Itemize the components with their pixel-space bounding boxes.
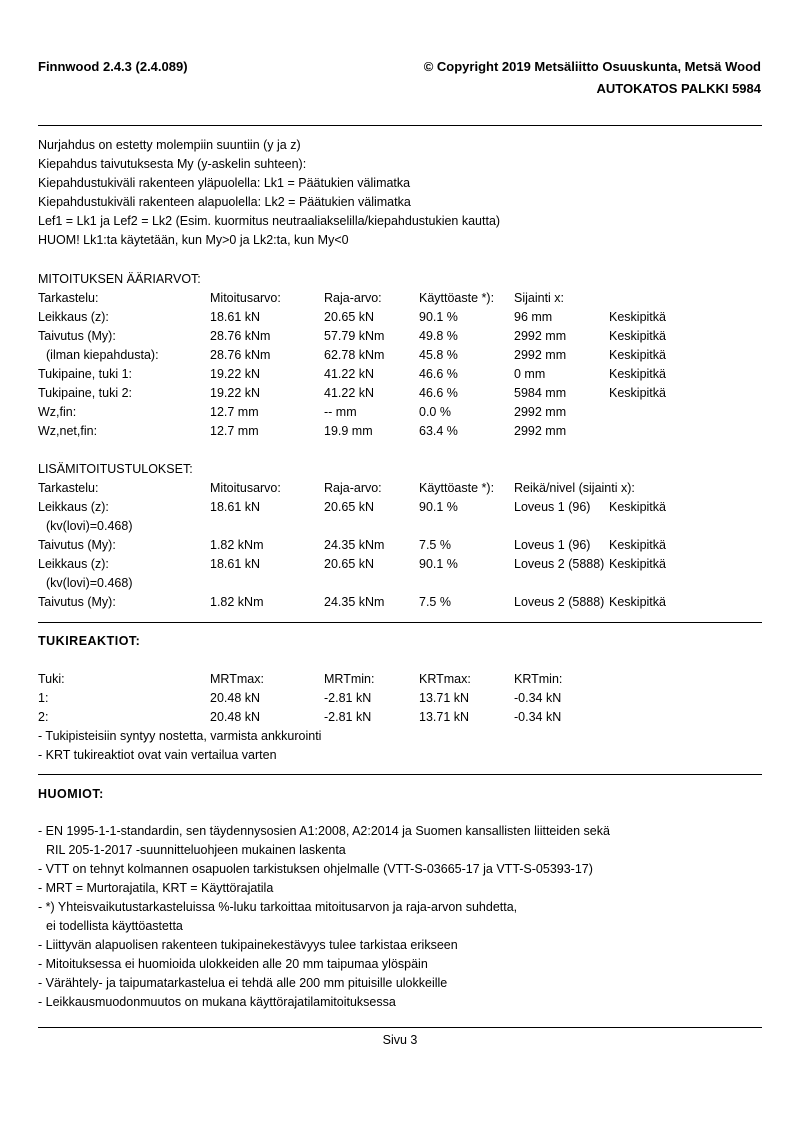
cell: Keskipitkä [609,386,666,400]
cell: 46.6 % [419,386,458,400]
reactions-header-row [38,670,762,689]
col-header: Sijainti x: [514,291,565,305]
col-header: KRTmin: [514,672,563,686]
remark-line: - MRT = Murtorajatila, KRT = Käyttörajatila [38,881,274,895]
cell: Keskipitkä [609,500,666,514]
cell: 2992 mm [514,329,567,343]
design-section-title: MITOITUKSEN ÄÄRIARVOT: [38,272,201,286]
cell: 49.8 % [419,329,458,343]
remarks-section-title: HUOMIOT: [38,787,104,801]
design-header-row [38,289,762,308]
cell: 18.61 kN [210,310,261,324]
cell: Keskipitkä [609,367,666,381]
cell: 46.6 % [419,367,458,381]
extra-section-title: LISÄMITOITUSTULOKSET: [38,462,193,476]
table-row [38,327,762,346]
cell: 20.65 kN [324,500,375,514]
col-header: Tuki: [38,672,65,686]
table-row [38,365,762,384]
cell: 20.65 kN [324,557,375,571]
cell: Taivutus (My): [38,538,116,552]
intro-line: Lef1 = Lk1 ja Lef2 = Lk2 (Esim. kuormitus neutraaliakselilla/kiepahdustukien kautta) [38,214,501,228]
cell: 20.48 kN [210,691,261,705]
cell: Leikkaus (z): [38,557,109,571]
cell: 0 mm [514,367,546,381]
document-title: AUTOKATOS PALKKI 5984 [596,81,761,96]
cell: 1.82 kNm [210,595,264,609]
cell: 20.65 kN [324,310,375,324]
col-header: Reikä/nivel (sijainti x): [514,481,635,495]
intro-line: Kiepahdustukiväli rakenteen alapuolella: Lk2 = Päätukien välimatka [38,195,411,209]
table-row [38,593,762,612]
cell: Keskipitkä [609,348,666,362]
intro-line: Kiepahdus taivutuksesta My (y-askelin suhteen): [38,157,307,171]
copyright: © Copyright 2019 Metsäliitto Osuuskunta, Metsä Wood [423,59,761,74]
table-row [38,422,762,441]
cell: -0.34 kN [514,691,562,705]
cell: 28.76 kNm [210,348,271,362]
cell: 2992 mm [514,348,567,362]
cell: 45.8 % [419,348,458,362]
cell: 7.5 % [419,595,451,609]
app-version: Finnwood 2.4.3 (2.4.089) [38,59,188,74]
cell: (ilman kiepahdusta): [46,348,159,362]
cell: Taivutus (My): [38,329,116,343]
cell: 90.1 % [419,557,458,571]
cell: 2: [38,710,49,724]
cell: Keskipitkä [609,310,666,324]
cell: 2992 mm [514,405,567,419]
cell: 18.61 kN [210,557,261,571]
cell: Tukipaine, tuki 2: [38,386,133,400]
page-number: Sivu 3 [382,1033,418,1047]
table-row [38,384,762,403]
table-row [38,498,762,517]
remark-line: - EN 1995-1-1-standardin, sen täydennysosien A1:2008, A2:2014 ja Suomen kansallisten liitteiden sekä [38,824,610,838]
cell: 12.7 mm [210,405,259,419]
cell: 90.1 % [419,310,458,324]
col-header: Käyttöaste *): [419,481,495,495]
table-row [38,536,762,555]
cell: Tukipaine, tuki 1: [38,367,133,381]
table-row [38,346,762,365]
cell: Loveus 2 (5888) [514,595,605,609]
col-header: KRTmax: [419,672,471,686]
cell: 19.22 kN [210,367,261,381]
remark-line: - Leikkausmuodonmuutos on mukana käyttörajatilamitoituksessa [38,995,396,1009]
table-row [38,403,762,422]
intro-line: HUOM! Lk1:ta käytetään, kun My>0 ja Lk2:ta, kun My<0 [38,233,349,247]
cell: -2.81 kN [324,710,372,724]
cell: 63.4 % [419,424,458,438]
cell: 62.78 kNm [324,348,385,362]
table-row [38,555,762,574]
cell: Loveus 2 (5888) [514,557,605,571]
intro-line: Kiepahdustukiväli rakenteen yläpuolella: Lk1 = Päätukien välimatka [38,176,411,190]
cell: 18.61 kN [210,500,261,514]
cell: 1: [38,691,49,705]
cell: Keskipitkä [609,538,666,552]
cell: 57.79 kNm [324,329,385,343]
reaction-note: - KRT tukireaktiot ovat vain vertailua varten [38,748,277,762]
cell: -- mm [324,405,357,419]
cell: Wz,net,fin: [38,424,98,438]
cell: Keskipitkä [609,557,666,571]
cell: 41.22 kN [324,386,375,400]
cell: 7.5 % [419,538,451,552]
cell: Leikkaus (z): [38,500,109,514]
cell: -2.81 kN [324,691,372,705]
cell: 24.35 kNm [324,538,385,552]
cell: 90.1 % [419,500,458,514]
col-header: MRTmax: [210,672,264,686]
cell: 19.22 kN [210,386,261,400]
cell: Taivutus (My): [38,595,116,609]
cell: 28.76 kNm [210,329,271,343]
table-row [38,308,762,327]
cell: Wz,fin: [38,405,77,419]
divider [38,1027,762,1028]
col-header: Käyttöaste *): [419,291,495,305]
cell: 96 mm [514,310,553,324]
remark-line: - Värähtely- ja taipumatarkastelua ei tehdä alle 200 mm pituisille ulokkeille [38,976,448,990]
table-row [38,689,762,708]
cell: 24.35 kNm [324,595,385,609]
cell: Loveus 1 (96) [514,500,591,514]
subnote: (kv(lovi)=0.468) [46,576,133,590]
cell: Keskipitkä [609,329,666,343]
remark-line: - Mitoituksessa ei huomioida ulokkeiden alle 20 mm taipumaa ylöspäin [38,957,428,971]
cell: -0.34 kN [514,710,562,724]
col-header: Raja-arvo: [324,481,382,495]
cell: 2992 mm [514,424,567,438]
col-header: Mitoitusarvo: [210,481,281,495]
cell: 13.71 kN [419,710,470,724]
col-header: Tarkastelu: [38,291,99,305]
remark-line: RIL 205-1-2017 -suunnitteluohjeen mukainen laskenta [46,843,346,857]
remark-line: - VTT on tehnyt kolmannen osapuolen tarkistuksen ohjelmalle (VTT-S-03665-17 ja VTT-S-05393-17) [38,862,593,876]
divider [38,125,762,126]
subnote: (kv(lovi)=0.468) [46,519,133,533]
divider [38,622,762,623]
remark-line: - *) Yhteisvaikutustarkasteluissa %-luku tarkoittaa mitoitusarvon ja raja-arvon suhdetta, [38,900,518,914]
cell: 1.82 kNm [210,538,264,552]
cell: 0.0 % [419,405,451,419]
cell: Leikkaus (z): [38,310,109,324]
cell: 5984 mm [514,386,567,400]
divider [38,774,762,775]
col-header: Raja-arvo: [324,291,382,305]
cell: 20.48 kN [210,710,261,724]
col-header: Tarkastelu: [38,481,99,495]
col-header: Mitoitusarvo: [210,291,281,305]
reaction-note: - Tukipisteisiin syntyy nostetta, varmista ankkurointi [38,729,322,743]
cell: 12.7 mm [210,424,259,438]
remark-line: - Liittyvän alapuolisen rakenteen tukipainekestävyys tulee tarkistaa erikseen [38,938,458,952]
cell: 19.9 mm [324,424,373,438]
cell: Keskipitkä [609,595,666,609]
col-header: MRTmin: [324,672,375,686]
intro-line: Nurjahdus on estetty molempiin suuntiin (y ja z) [38,138,301,152]
extra-header-row [38,479,762,498]
table-row [38,708,762,727]
reactions-section-title: TUKIREAKTIOT: [38,634,141,648]
cell: 13.71 kN [419,691,470,705]
cell: Loveus 1 (96) [514,538,591,552]
remark-line: ei todellista käyttöastetta [46,919,183,933]
cell: 41.22 kN [324,367,375,381]
